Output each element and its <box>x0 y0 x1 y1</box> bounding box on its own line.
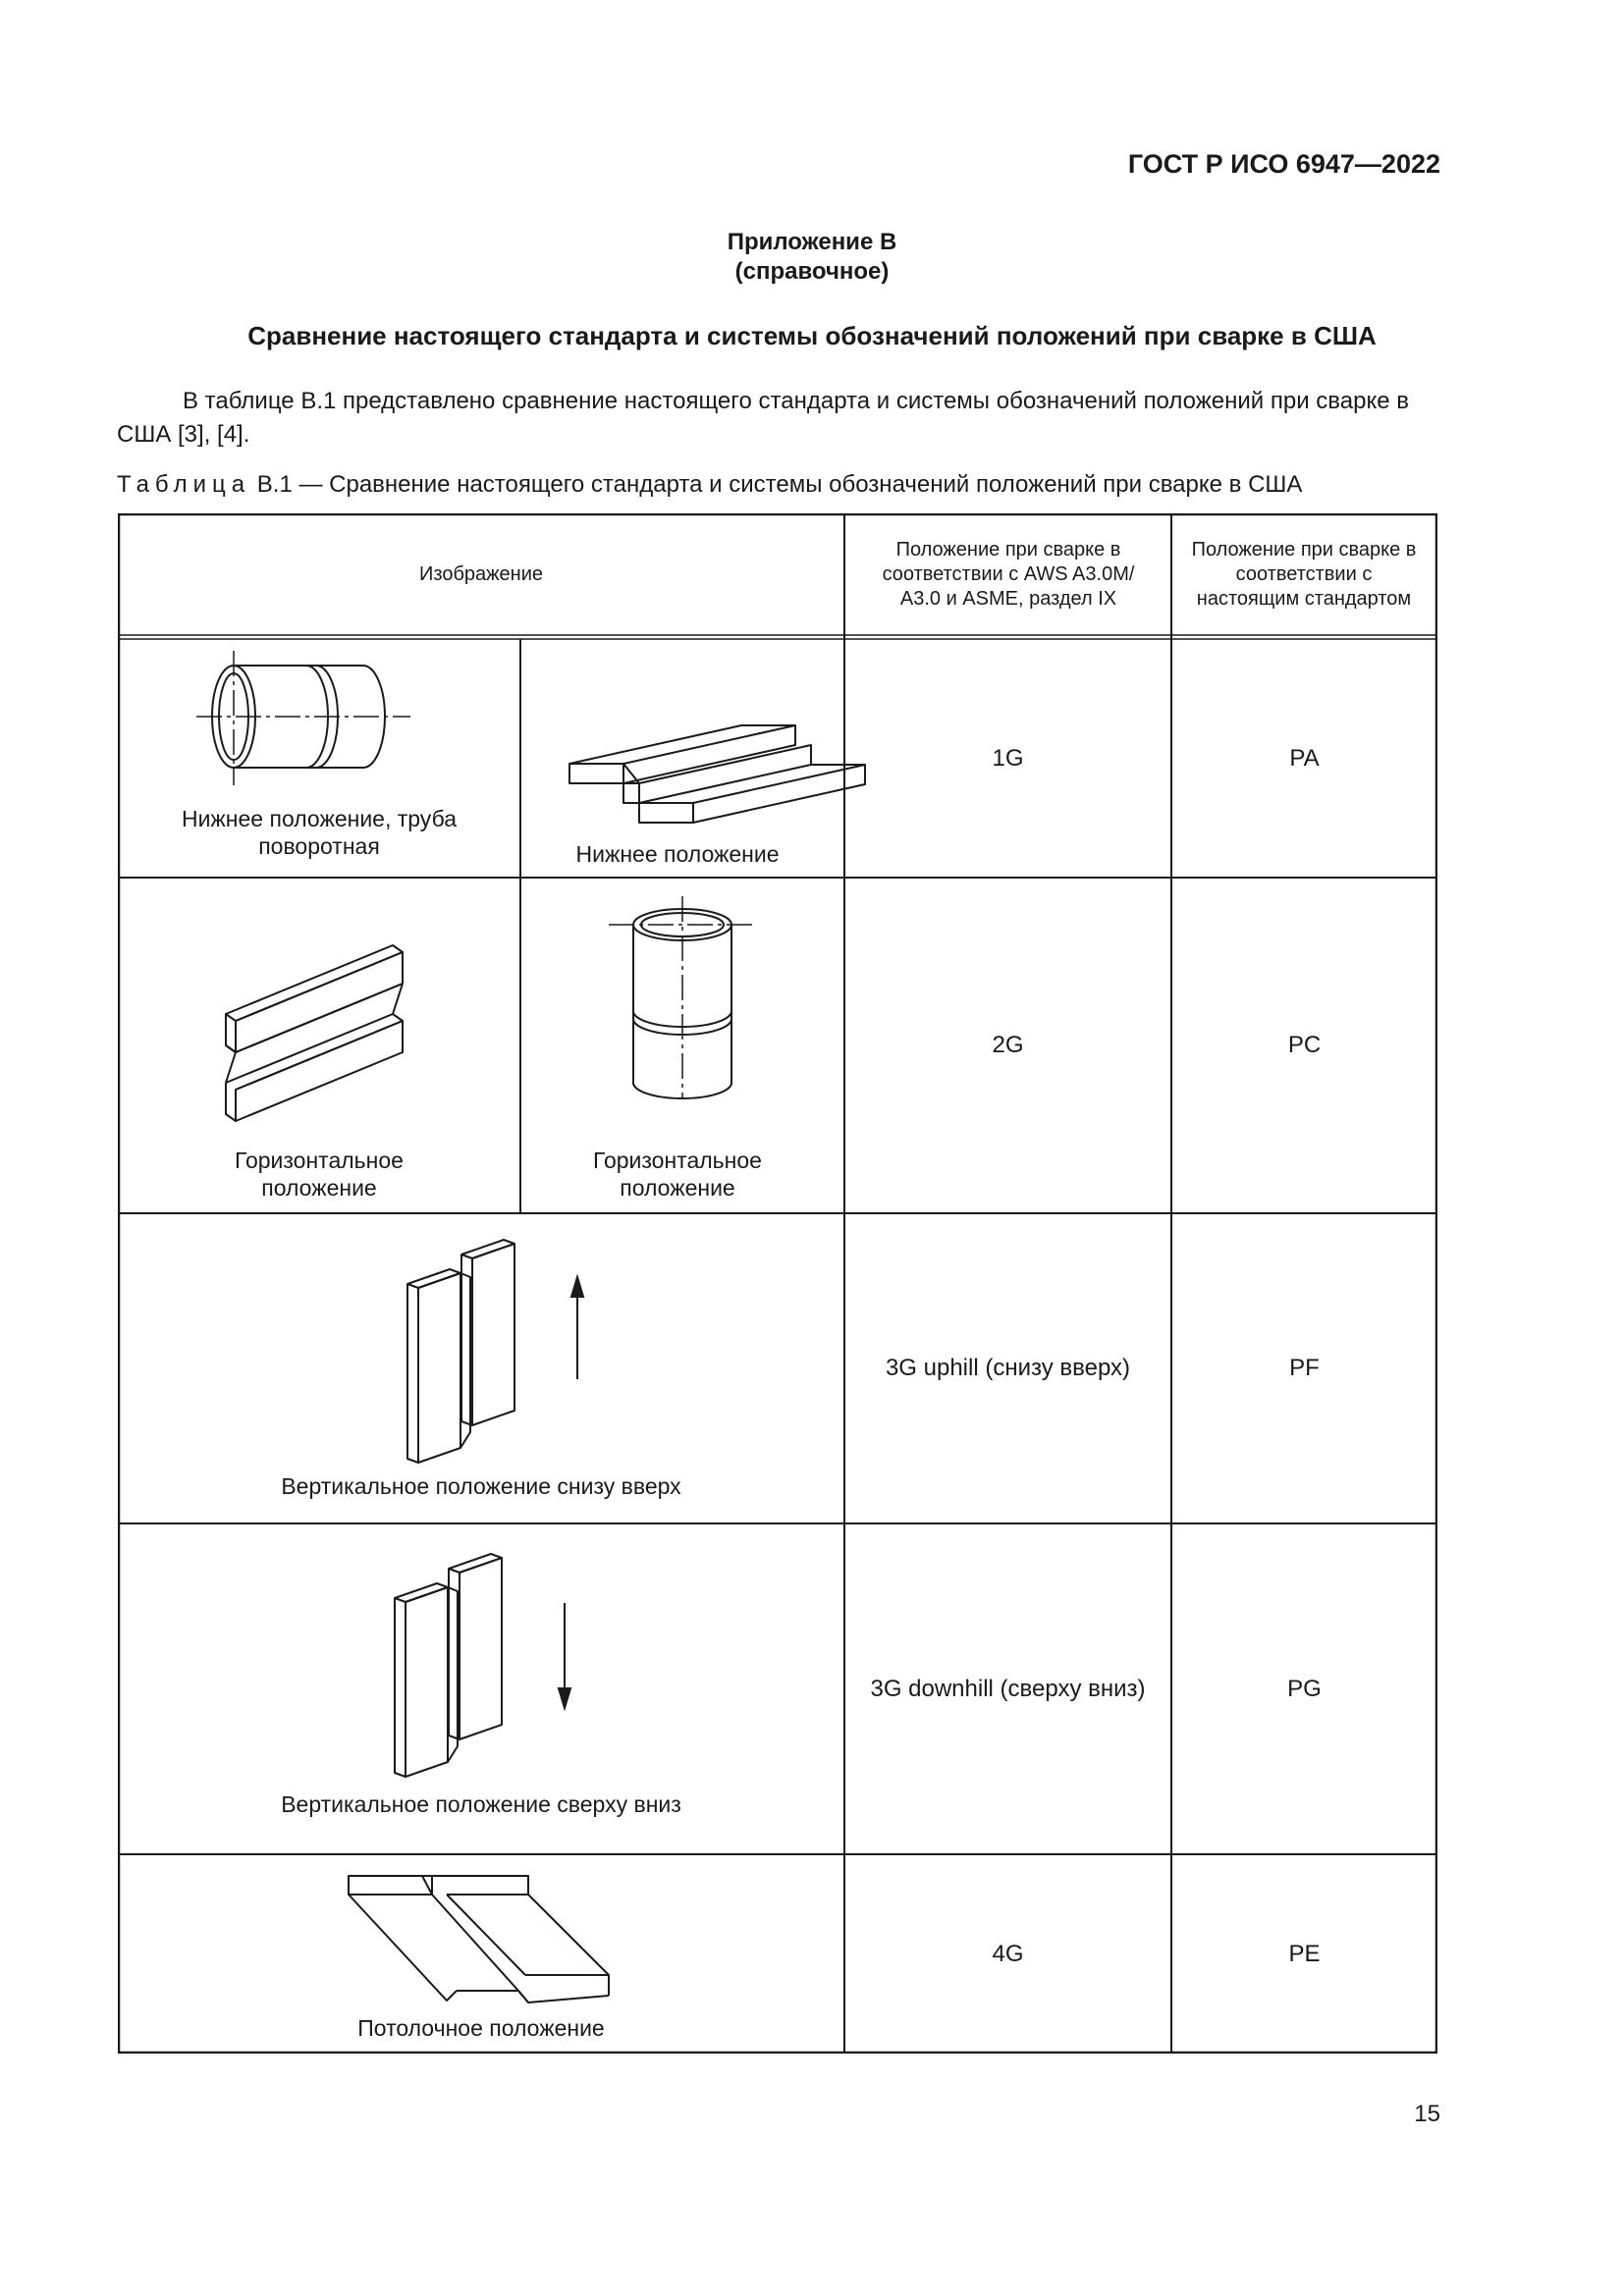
row1-aws <box>844 639 1171 878</box>
horizontal-plates-figure <box>221 940 407 1127</box>
row3-aws <box>844 1213 1171 1523</box>
row1-iso <box>1171 639 1437 878</box>
row2-iso-value: PC <box>1287 1032 1322 1058</box>
header-aws-label: Положение при сварке в соответствии с AWS A3.0M/ A3.0 и ASME, раздел IX <box>882 538 1135 610</box>
row4-aws <box>844 1523 1171 1854</box>
row2-label-b: Горизонтальное положение <box>593 1148 762 1201</box>
appendix-type: (справочное) <box>734 258 890 285</box>
row1-iso-value: PA <box>1289 744 1320 772</box>
row4-iso <box>1171 1523 1437 1854</box>
intro-text: В таблице В.1 представлено сравнение настоящего стандарта и системы обозначений положений при сварке в США [3], [4]. <box>117 388 1409 448</box>
row1-aws-value: 1G <box>992 744 1024 772</box>
row3-aws-value: 3G uphill (снизу вверх) <box>885 1355 1131 1381</box>
row4-iso-value: PG <box>1287 1675 1322 1702</box>
document-code: ГОСТ Р ИСО 6947—2022 <box>1127 149 1440 179</box>
section-title: Сравнение настоящего стандарта и системы обозначений положений при сварке в США <box>247 321 1377 350</box>
table-caption <box>117 471 1302 499</box>
row1-label-a: Нижнее положение, труба поворотная <box>181 806 458 859</box>
vertical-down-figure <box>393 1544 619 1780</box>
header-aws <box>862 513 1155 635</box>
header-image-label: Изображение <box>419 562 543 585</box>
vertical-pipe-figure <box>614 901 751 1117</box>
overhead-plates-figure <box>344 1873 619 2010</box>
row4-label: Вертикальное положение сверху вниз <box>281 1791 681 1817</box>
row2-aws-value: 2G <box>992 1032 1024 1058</box>
vertical-up-figure <box>403 1230 628 1466</box>
row2-label-a: Горизонтальное положение <box>235 1148 404 1201</box>
header-image <box>118 513 844 635</box>
appendix-heading <box>0 228 1624 287</box>
row5-aws <box>844 1854 1171 2054</box>
caption-text: В.1 — Сравнение настоящего стандарта и системы обозначений положений при сварке в США <box>256 471 1303 498</box>
appendix-label: Приложение В <box>727 229 897 255</box>
header-iso <box>1186 513 1422 635</box>
caption-prefix: Таблица <box>117 471 251 498</box>
row1-label-b: Нижнее положение <box>575 841 780 867</box>
row4-aws-value: 3G downhill (сверху вниз) <box>870 1675 1146 1702</box>
row5-label: Потолочное положение <box>357 2015 605 2041</box>
comparison-table <box>118 513 1437 2054</box>
row5-iso <box>1171 1854 1437 2054</box>
row3-iso-value: PF <box>1289 1355 1320 1381</box>
row5-aws-value: 4G <box>992 1940 1024 1967</box>
row3-iso <box>1171 1213 1437 1523</box>
rotating-pipe-figure <box>196 663 412 800</box>
row2-aws <box>844 878 1171 1213</box>
flat-plates-figure <box>565 720 810 828</box>
row2-iso <box>1171 878 1437 1213</box>
row5-iso-value: PE <box>1288 1940 1321 1967</box>
intro-paragraph <box>117 385 1442 452</box>
row3-label: Вертикальное положение снизу вверх <box>281 1473 681 1499</box>
page-number: 15 <box>1414 2101 1440 2127</box>
header-iso-label: Положение при сварке в соответствии с настоящим стандартом <box>1191 538 1417 610</box>
